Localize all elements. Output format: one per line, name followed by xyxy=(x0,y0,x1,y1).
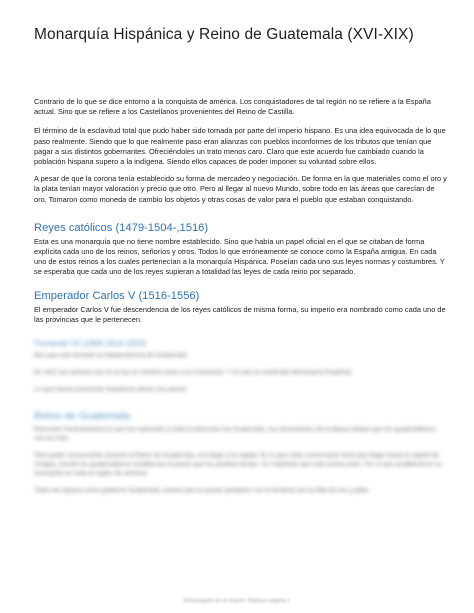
page-footer: Descargado en el enlace: Studocu pagina 1 xyxy=(183,598,291,604)
blurred-preview-region xyxy=(34,339,448,495)
blurred-paragraph: Lo que fueron provincias hispánicas ahora son países xyxy=(34,386,187,394)
section-body-reyes-catolicos: Esta es una monarquía que no tiene nombre establecido. Sino que había un papel oficial en el que se citaban de forma explícita cada uno de los reinos, señoríos y otros. Todos lo que erróneamente se conoce como la España antigua. En cada uno de estos reinos a los cuales pertenecían a la monarquía Hispánica. Poseían cada uno sus leyes normas y costumbres. Y se esperaba que cada uno de los reyes supieran a totalidad las leyes de cada reino por separado. xyxy=(34,236,445,277)
document-title: Monarquía Hispánica y Reino de Guatemala (XVI-XIX) xyxy=(34,26,414,43)
blurred-heading-reino-guatemala: Reino de Guatemala xyxy=(34,410,131,423)
intro-paragraph-3: A pesar de que la corona tenía establecido su forma de mercadeo y negociación. De forma en la que materiales como el oro y la plata tenían mayor valoración y precio que otro. Pero al llegar al nuevo Mundo, sobre todo en las áreas que carecían de oro. Tomaron como moneda de cambio los objetos y otras cosas de valor para el pueblo que estaban conquistando. xyxy=(34,174,447,204)
intro-paragraph-1: Contrario de lo que se dice entorno a la conquista de américa. Los conquistadores de tal región no se refiere a la España actual. Sino que se refiere a los Castellanos provenientes del Reino de Castilla. xyxy=(34,97,431,117)
blurred-paragraph: En 1812 por primera vez en la ley un nombre único a la monarquía. Y el cual se nombrado Monarquía Española. xyxy=(34,369,353,377)
document-body xyxy=(34,97,448,503)
section-body-carlos-v: El emperador Carlos V fue descendencia de los reyes católicos de misma forma, su imperio era nombrado como cada uno de las provincias que le pertenecen. xyxy=(34,304,446,324)
blurred-paragraph: Bas que este durante la independencia de Guatemala xyxy=(34,352,187,360)
section-heading-carlos-v: Emperador Carlos V (1516-1556) xyxy=(34,289,200,302)
section-heading-reyes-catolicos: Reyes católicos (1479-1504-,1516) xyxy=(34,221,209,234)
blurred-paragraph: Para todo Centroamérica lo que fue explorado a toda la extensión fue Guatemala, sus documentos de la época relatan que los guatemaltecos son los más. xyxy=(34,426,437,443)
blurred-heading-fernando-vii: Fernando VII (1808,1814-1833) xyxy=(34,339,147,349)
intro-paragraph-2: El término de la esclavitud total que pudo haber sido tomada por parte del imperio hispano. Es una idea equivocada de lo que paso realmente. Siendo que lo que realmente paso eran alianzas con pueblos inconformes de los tributos que tenían que pagar a sus distintos gobernantes. Ofreciéndoles un trato menos caro. Claro que este acuerdo fue cambiado cuando la población hispana supero a la indígena. Siendo ellos capaces de poder imponer su voluntad sobre ellos. xyxy=(34,126,446,167)
blurred-paragraph: Todos de riqueza como gobierno Guatemala, puesto que no posee quedaron con el territorio por la falta de oro y plata. xyxy=(34,487,370,495)
blurred-paragraph: Para poder conservarlas durante el Reino de Guatemala, era llegar a la capital. En lo que cada conservante tenía que llegar hasta la capital de Antigua. Donde los guatemaltecos establecían el precio que los pueblos tenían. Así impedían que este tuviera éxito. Por lo que establecieron un monopolio en toda la región de américa. xyxy=(34,452,443,478)
